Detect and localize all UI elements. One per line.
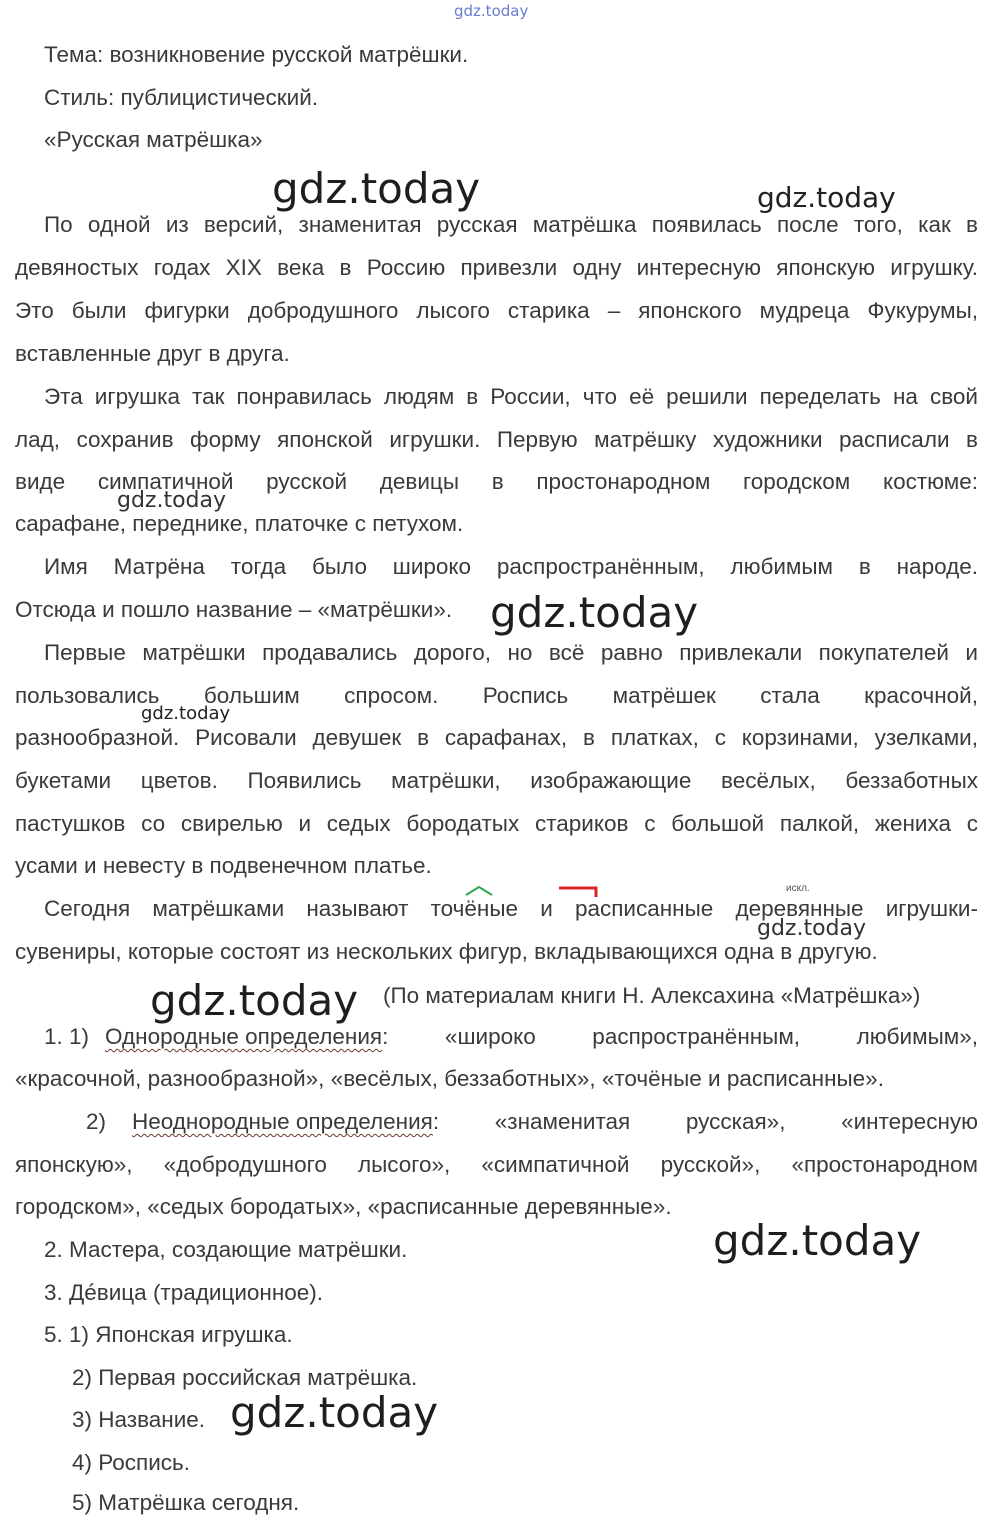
p4-line2: пользовались большим спросом. Роспись матрёшек стала красочной, [15,683,978,708]
answer-3: 3. Дéвица (традиционное). [44,1280,324,1305]
p2-line1: Эта игрушка так понравилась людям в России, что её решили переделать на свой [44,384,978,409]
watermark: gdz.today [141,703,231,724]
answer-5-1: 5. 1) Японская игрушка. [44,1322,293,1347]
watermark: gdz.today [713,1216,922,1265]
answer-2: 2. Мастера, создающие матрёшки. [44,1237,408,1262]
p3-line1: Имя Матрёна тогда было широко распространённым, любимым в народе. [44,554,978,579]
answer-1-2-line3: городском», «седых бородатых», «расписанные деревянные». [15,1194,672,1219]
p2-line2: лад, сохранив форму японской игрушки. Первую матрёшку художники расписали в [15,427,978,452]
answer-5-2: 2) Первая российская матрёшка. [72,1365,418,1390]
p5-line1: Сегодня матрёшками называют точёные и расписанные деревянные игрушки- [44,896,978,921]
p4-line1: Первые матрёшки продавались дорого, но всё равно привлекали покупателей и [44,640,978,665]
answer-5-3: 3) Название. [72,1407,206,1432]
answer-1-2 [86,1109,978,1135]
answer-text: : «знаменитая русская», «интересную [432,1109,978,1134]
style-line: Стиль: публицистический. [44,85,319,110]
p2-line3: виде симпатичной русской девицы в простонародном городском костюме: [15,469,978,494]
watermark: gdz.today [454,2,529,20]
p4-line5: пастушков со свирелью и седых бородатых стариков с большой палкой, жениха с [15,811,978,836]
answer-number: 1. 1) [44,1024,90,1049]
watermark: gdz.today [490,588,699,637]
watermark: gdz.today [150,976,359,1025]
answer-1-1 [44,1024,978,1050]
text-title: «Русская матрёшка» [44,127,263,152]
p1-line4: вставленные друг в друга. [15,341,290,366]
suffix-mark-icon [465,886,493,896]
p4-line4: букетами цветов. Появились матрёшки, изображающие весёлых, беззаботных [15,768,978,793]
watermark: gdz.today [272,164,481,213]
p2-line4: сарафане, переднике, платочке с петухом. [15,511,464,536]
answer-1-2-line2: японскую», «добродушного лысого», «симпатичной русской», «простонародном [15,1152,978,1177]
p4-line3: разнообразной. Рисовали девушек в сарафанах, в платках, с корзинами, узелками, [15,725,978,750]
p1-line2: девяностых годах XIX века в Россию привезли одну интересную японскую игрушку. [15,255,978,280]
theme-line: Тема: возникновение русской матрёшки. [44,42,469,67]
term-homogeneous: Однородные определения [105,1024,383,1049]
term-heterogeneous: Неоднородные определения [132,1109,433,1134]
answer-text: : «широко распространённым, любимым», [382,1024,978,1049]
answer-5-4: 4) Роспись. [72,1450,191,1475]
p1-line3: Это были фигурки добродушного лысого старика – японского мудреца Фукурумы, [15,298,978,323]
p4-line6: усами и невесту в подвенечном платье. [15,853,432,878]
watermark: gdz.today [117,488,227,513]
p5-line2: сувениры, которые состоят из нескольких фигур, вкладывающихся одна в другую. [15,939,878,964]
exception-note: искл. [786,883,810,894]
source-citation: (По материалам книги Н. Алексахина «Матрёшка») [383,983,921,1008]
p1-line1: По одной из версий, знаменитая русская матрёшка появилась после того, как в [44,212,978,237]
answer-5-5: 5) Матрёшка сегодня. [72,1490,300,1515]
p3-line2: Отсюда и пошло название – «матрёшки». [15,597,453,622]
watermark: gdz.today [757,916,867,941]
watermark: gdz.today [757,181,896,214]
answer-number: 2) [86,1109,107,1134]
answer-1-1-line2: «красочной, разнообразной», «весёлых, беззаботных», «точёные и расписанные». [15,1066,884,1091]
watermark: gdz.today [230,1388,439,1437]
